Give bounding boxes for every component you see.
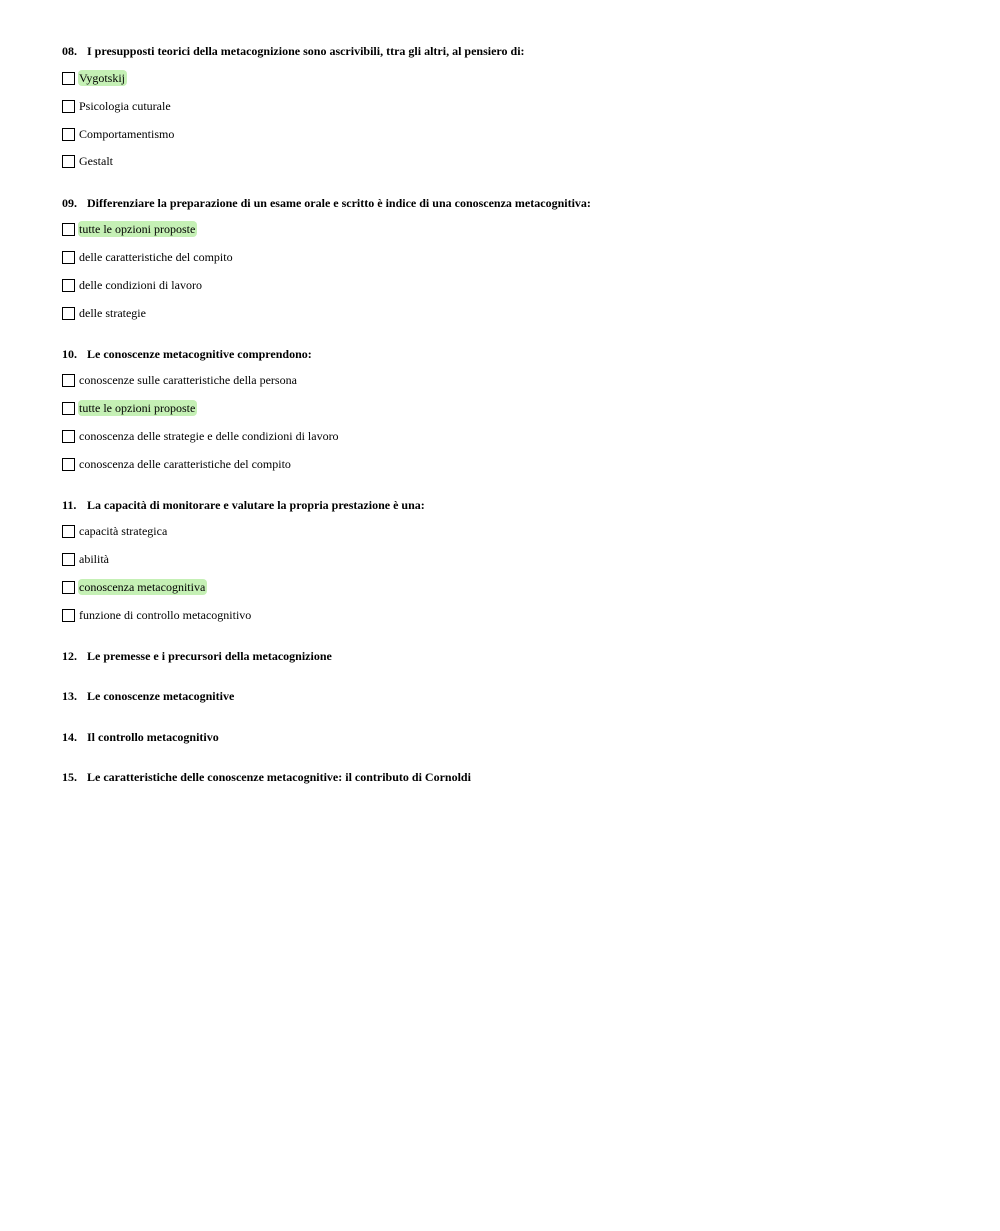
- checkbox[interactable]: [62, 609, 75, 622]
- option-label: conoscenza delle caratteristiche del compito: [79, 457, 291, 471]
- checkbox[interactable]: [62, 223, 75, 236]
- question-number: 15.: [62, 770, 77, 784]
- question-text: Le premesse e i precursori della metacognizione: [87, 649, 332, 663]
- option-label: conoscenze sulle caratteristiche della persona: [79, 373, 297, 387]
- option-label: Vygotskij: [79, 71, 126, 85]
- question-text: Differenziare la preparazione di un esame orale e scritto è indice di una conoscenza metacognitiva:: [87, 196, 591, 210]
- question-09: [62, 196, 591, 210]
- question-number: 10.: [62, 347, 77, 361]
- question-12: [62, 649, 332, 663]
- checkbox[interactable]: [62, 458, 75, 471]
- question-11: [62, 498, 425, 512]
- option-conoscenza-metacognitiva[interactable]: [62, 579, 207, 595]
- checkbox[interactable]: [62, 581, 75, 594]
- question-number: 13.: [62, 689, 77, 703]
- option-gestalt[interactable]: [62, 153, 115, 169]
- option-tutte-le-opzioni-proposte[interactable]: [62, 221, 197, 237]
- option-label: Comportamentismo: [79, 127, 175, 141]
- checkbox[interactable]: [62, 128, 75, 141]
- question-number: 08.: [62, 44, 77, 58]
- question-text: I presupposti teorici della metacognizione sono ascrivibili, ttra gli altri, al pensiero di:: [87, 44, 525, 58]
- option-tutte-le-opzioni-proposte[interactable]: [62, 400, 197, 416]
- checkbox[interactable]: [62, 307, 75, 320]
- question-14: [62, 730, 219, 744]
- question-15: [62, 770, 471, 784]
- option-caratteristiche-della-persona[interactable]: [62, 372, 299, 388]
- checkbox[interactable]: [62, 402, 75, 415]
- checkbox[interactable]: [62, 553, 75, 566]
- option-abilita[interactable]: [62, 551, 111, 567]
- checkbox[interactable]: [62, 155, 75, 168]
- question-text: Il controllo metacognitivo: [87, 730, 219, 744]
- option-label: delle condizioni di lavoro: [79, 278, 202, 292]
- option-caratteristiche-del-compito[interactable]: [62, 456, 293, 472]
- option-label: tutte le opzioni proposte: [79, 222, 196, 236]
- question-number: 14.: [62, 730, 77, 744]
- option-strategie-e-condizioni[interactable]: [62, 428, 341, 444]
- question-text: Le conoscenze metacognitive comprendono:: [87, 347, 312, 361]
- option-psicologia-cuturale[interactable]: [62, 98, 173, 114]
- question-number: 12.: [62, 649, 77, 663]
- option-label: conoscenza metacognitiva: [79, 580, 206, 594]
- question-13: [62, 689, 234, 703]
- checkbox[interactable]: [62, 279, 75, 292]
- question-number: 11.: [62, 498, 77, 512]
- option-label: delle strategie: [79, 306, 146, 320]
- question-text: La capacità di monitorare e valutare la propria prestazione è una:: [87, 498, 425, 512]
- checkbox[interactable]: [62, 430, 75, 443]
- question-10: [62, 347, 312, 361]
- option-label: delle caratteristiche del compito: [79, 250, 233, 264]
- checkbox[interactable]: [62, 374, 75, 387]
- checkbox[interactable]: [62, 100, 75, 113]
- option-caratteristiche-del-compito[interactable]: [62, 249, 235, 265]
- question-number: 09.: [62, 196, 77, 210]
- checkbox[interactable]: [62, 251, 75, 264]
- option-label: abilità: [79, 552, 109, 566]
- option-label: Psicologia cuturale: [79, 99, 171, 113]
- question-text: Le conoscenze metacognitive: [87, 689, 235, 703]
- question-08: [62, 44, 525, 58]
- option-label: capacità strategica: [79, 524, 168, 538]
- option-label: Gestalt: [79, 154, 113, 168]
- option-delle-strategie[interactable]: [62, 305, 148, 321]
- option-label: conoscenza delle strategie e delle condizioni di lavoro: [79, 429, 339, 443]
- question-text: Le caratteristiche delle conoscenze metacognitive: il contributo di Cornoldi: [87, 770, 471, 784]
- checkbox[interactable]: [62, 72, 75, 85]
- option-condizioni-di-lavoro[interactable]: [62, 277, 204, 293]
- option-controllo-metacognitivo[interactable]: [62, 607, 253, 623]
- option-vygotskij[interactable]: [62, 70, 127, 86]
- checkbox[interactable]: [62, 525, 75, 538]
- option-comportamentismo[interactable]: [62, 126, 176, 142]
- option-capacita-strategica[interactable]: [62, 523, 169, 539]
- option-label: funzione di controllo metacognitivo: [79, 608, 252, 622]
- option-label: tutte le opzioni proposte: [79, 401, 196, 415]
